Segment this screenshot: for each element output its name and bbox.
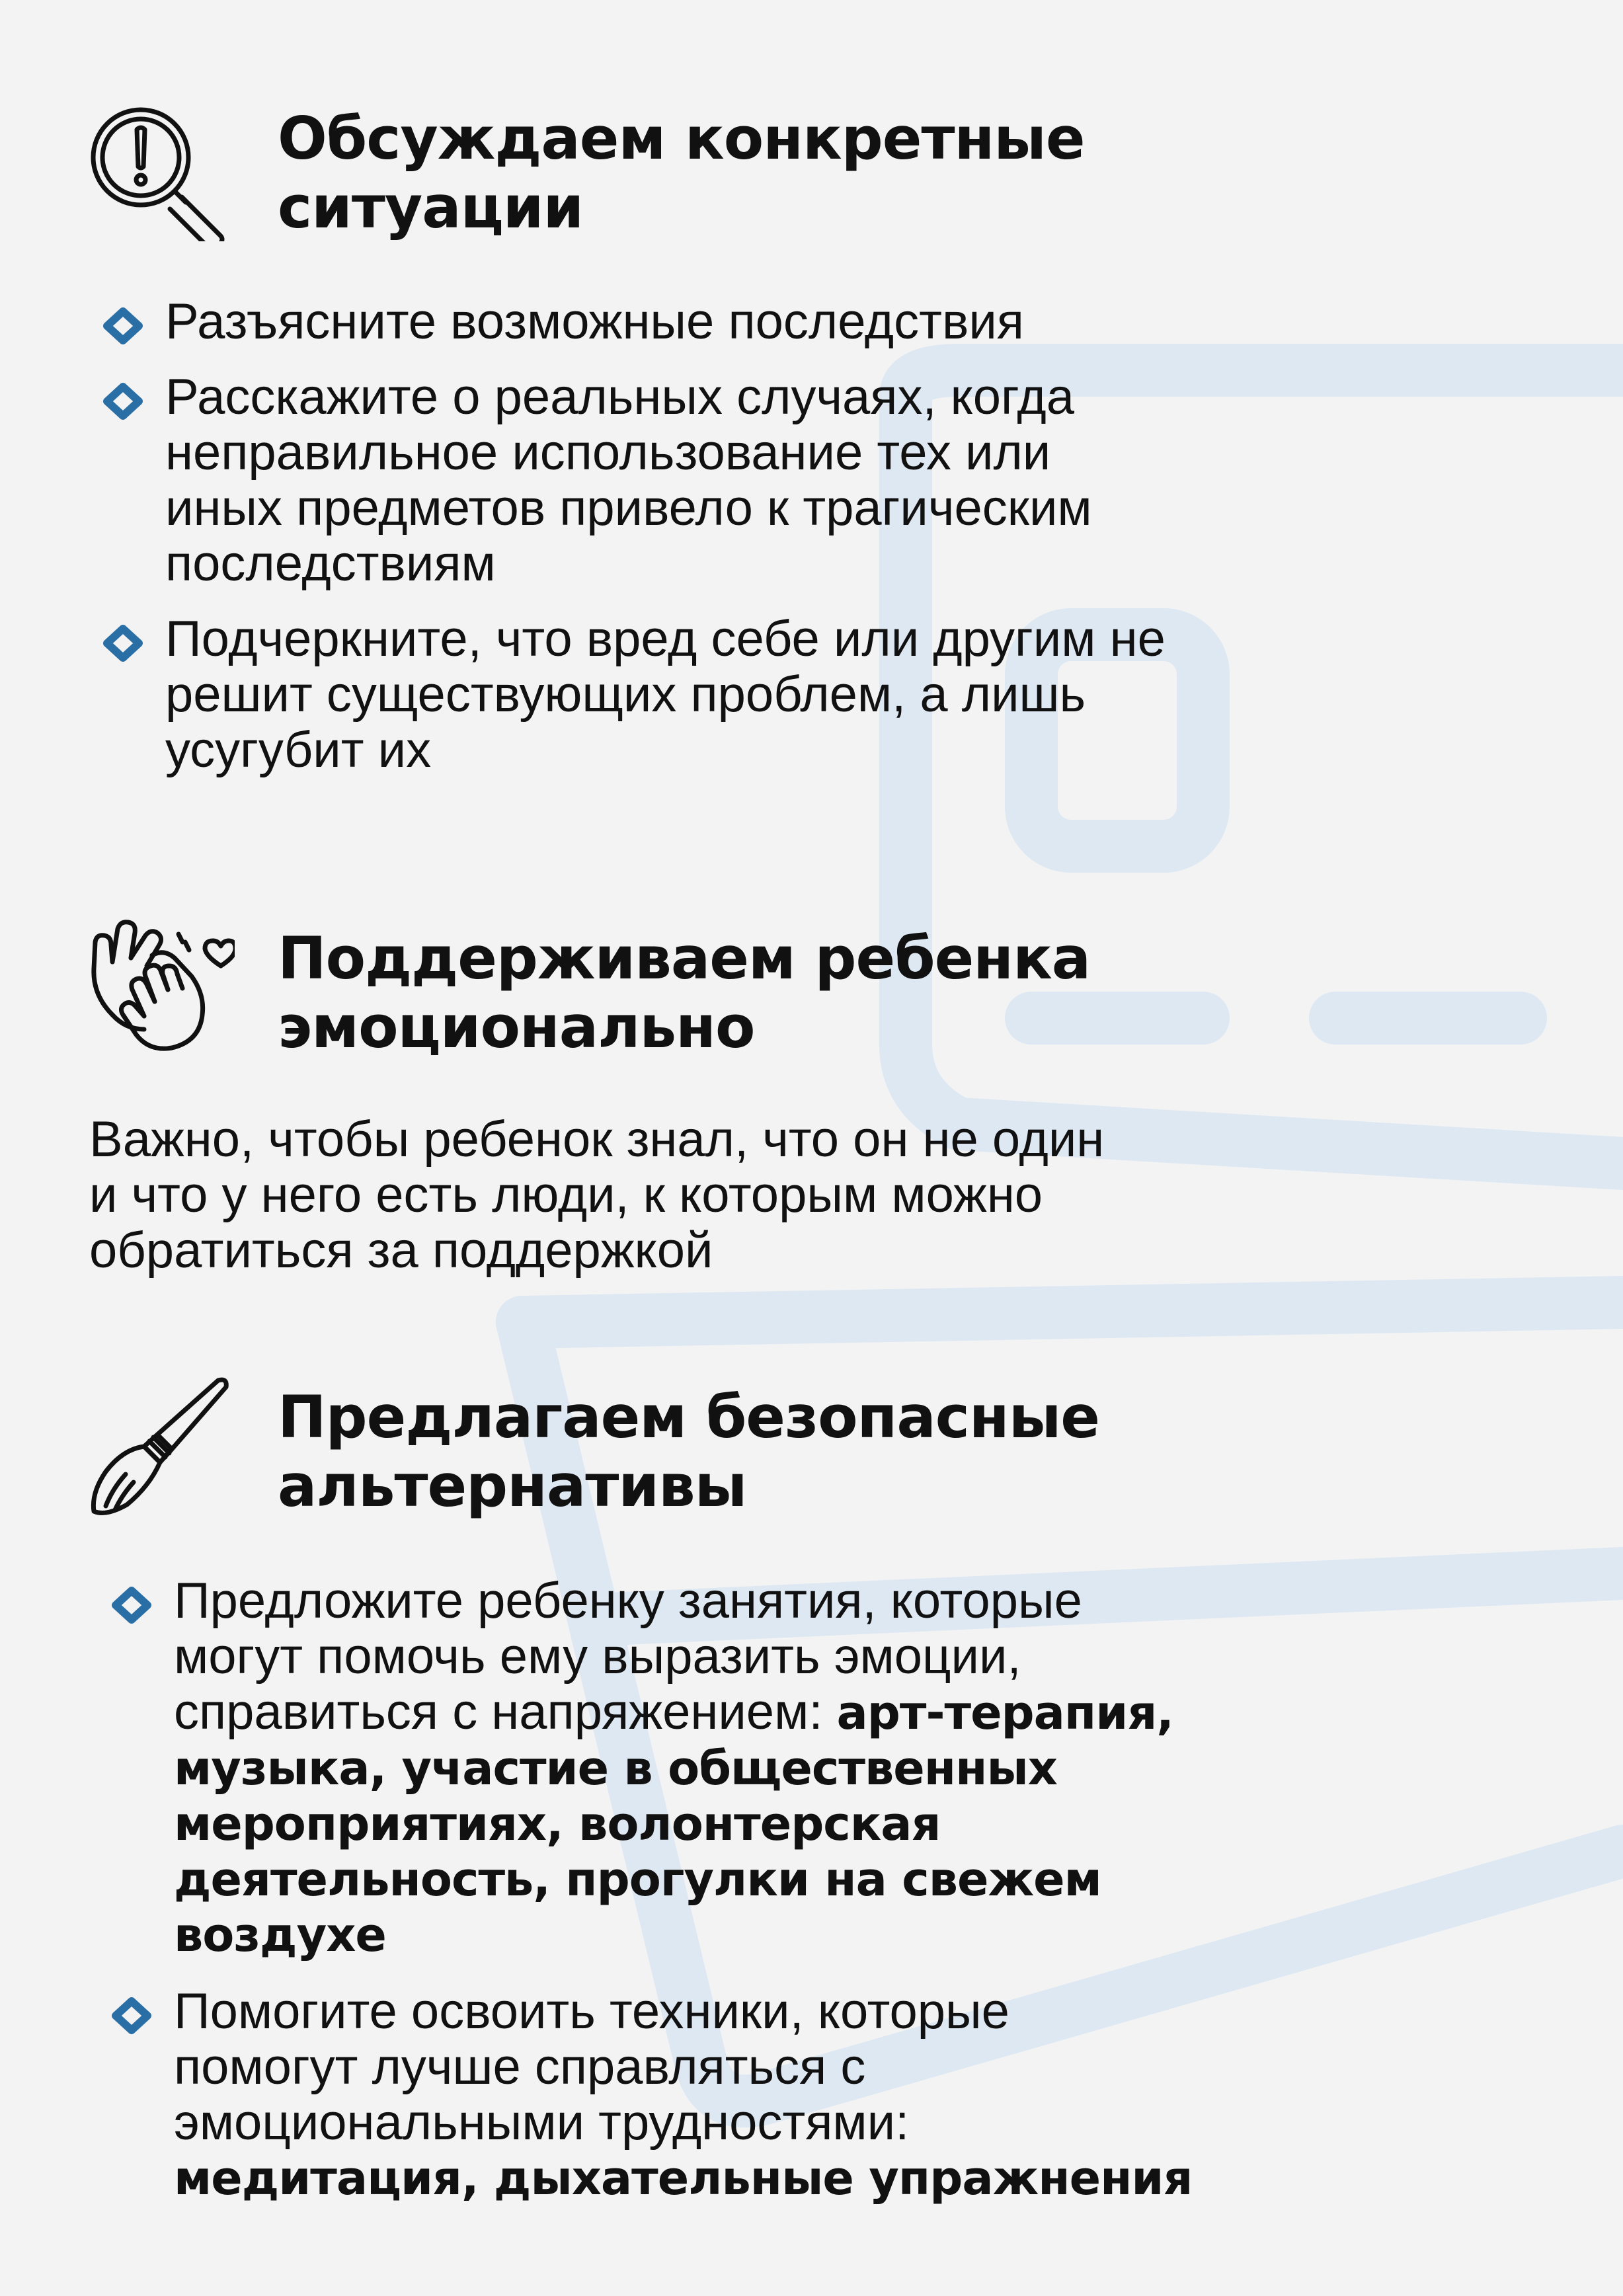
- hands-heart-icon: [86, 916, 235, 1054]
- bullet-list: [109, 1573, 1398, 2226]
- list-item: Предложите ребенку занятия, которые могут помочь ему выразить эмоции, справиться с напряжением: арт-терапия, музыка, участие в общественных мероприятиях, волонтерская деятельность, прогулки на свежем воздухе: [109, 1573, 1398, 1963]
- diamond-bullet-icon: [109, 1997, 154, 2034]
- list-item: Разъясните возможные последствия: [100, 294, 1390, 350]
- section-title: Поддерживаем ребенка эмоционально: [278, 924, 1091, 1061]
- diamond-bullet-icon: [100, 383, 145, 420]
- diamond-bullet-icon: [100, 625, 145, 662]
- section-title: Обсуждаем конкретные ситуации: [278, 104, 1085, 241]
- list-item: Расскажите о реальных случаях, когда неправильное использование тех или иных предметов привело к трагическим последствиям: [100, 370, 1390, 592]
- magnifier-exclamation-icon: [89, 106, 231, 241]
- paintbrush-icon: [86, 1375, 231, 1517]
- diamond-bullet-icon: [100, 307, 145, 344]
- list-item: Подчеркните, что вред себе или другим не решит существующих проблем, а лишь усугубит их: [100, 612, 1390, 778]
- section-title: Предлагаем безопасные альтернативы: [278, 1383, 1099, 1520]
- bullet-list: [100, 294, 1390, 798]
- diamond-bullet-icon: [109, 1587, 154, 1624]
- list-item: Помогите освоить техники, которые помогут лучше справляться с эмоциональными трудностями: медитация, дыхательные упражнения: [109, 1984, 1398, 2206]
- support-paragraph: Важно, чтобы ребенок знал, что он не один и что у него есть люди, к которым можно обратиться за поддержкой: [89, 1111, 1105, 1279]
